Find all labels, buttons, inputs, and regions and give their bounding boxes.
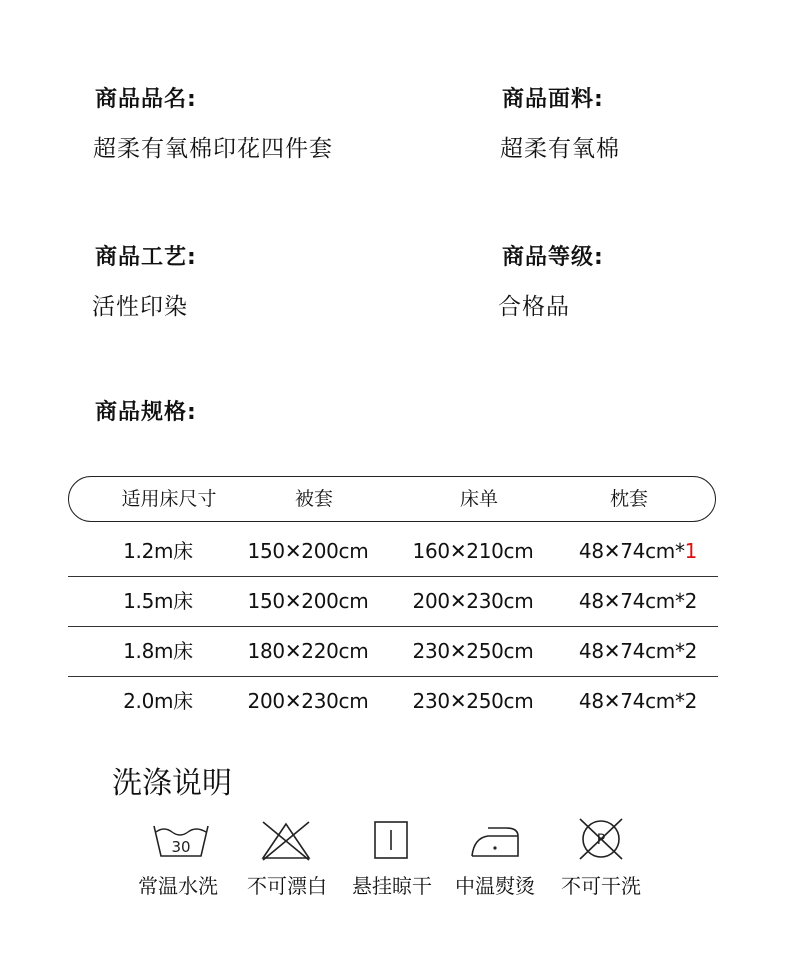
pillow-size-cell [558, 626, 718, 676]
header-duvet: 被套 [294, 488, 333, 510]
header-sheet: 床单 [459, 488, 498, 510]
hang-dry-icon [372, 818, 410, 862]
no-bleach-label: 不可漂白 [247, 874, 327, 898]
craft-value: 活性印染 [92, 294, 188, 320]
no-bleach-icon [257, 818, 315, 862]
sheet-size-cell: 230✕250cm [412, 639, 534, 663]
fabric-value: 超柔有氧棉 [500, 136, 620, 162]
table-row [68, 526, 718, 577]
bed-size-cell: 2.0m床 [123, 689, 193, 713]
pillow-size-cell [558, 576, 718, 626]
duvet-size-cell: 200✕230cm [247, 689, 369, 713]
spec-label: 商品规格: [95, 400, 197, 425]
product-name-value: 超柔有氧棉印花四件套 [93, 136, 333, 162]
pillow-count: 2 [684, 589, 698, 613]
table-row [68, 676, 718, 726]
iron-label: 中温熨烫 [455, 874, 535, 898]
duvet-size-cell: 180✕220cm [247, 639, 369, 663]
sheet-size-cell: 230✕250cm [412, 689, 534, 713]
wash-30-icon [150, 820, 212, 864]
pillow-size-cell [558, 676, 718, 726]
bed-size-cell: 1.5m床 [123, 589, 193, 613]
pillow-size: 48✕74cm* [578, 639, 685, 663]
pillow-size: 48✕74cm* [578, 539, 685, 563]
bed-size-cell: 1.8m床 [123, 639, 193, 663]
table-row [68, 576, 718, 627]
sheet-size-cell: 200✕230cm [412, 589, 534, 613]
header-bed-size: 适用床尺寸 [121, 488, 217, 510]
wash-temp-text: 30 [171, 838, 191, 856]
no-dry-clean-icon [574, 815, 628, 863]
pillow-size: 48✕74cm* [578, 689, 685, 713]
wash-label: 常温水洗 [138, 874, 218, 898]
pillow-count: 1 [684, 539, 698, 563]
header-pillow: 枕套 [609, 488, 648, 510]
grade-label: 商品等级: [502, 245, 604, 270]
craft-label: 商品工艺: [95, 245, 197, 270]
pillow-count: 2 [684, 639, 698, 663]
wash-instructions-title: 洗涤说明 [112, 766, 232, 801]
fabric-label: 商品面料: [502, 87, 604, 112]
dry-clean-symbol-text: P [596, 832, 606, 848]
pillow-size: 48✕74cm* [578, 589, 685, 613]
spec-table-header [68, 476, 716, 522]
pillow-size-cell [558, 526, 718, 576]
bed-size-cell: 1.2m床 [123, 539, 193, 563]
pillow-count: 2 [684, 689, 698, 713]
duvet-size-cell: 150✕200cm [247, 589, 369, 613]
product-name-label: 商品品名: [95, 87, 197, 112]
sheet-size-cell: 160✕210cm [412, 539, 534, 563]
hang-dry-label: 悬挂晾干 [352, 874, 432, 898]
table-row [68, 626, 718, 677]
no-dry-clean-label: 不可干洗 [561, 874, 641, 898]
duvet-size-cell: 150✕200cm [247, 539, 369, 563]
grade-value: 合格品 [498, 294, 570, 320]
iron-medium-icon [466, 820, 524, 862]
